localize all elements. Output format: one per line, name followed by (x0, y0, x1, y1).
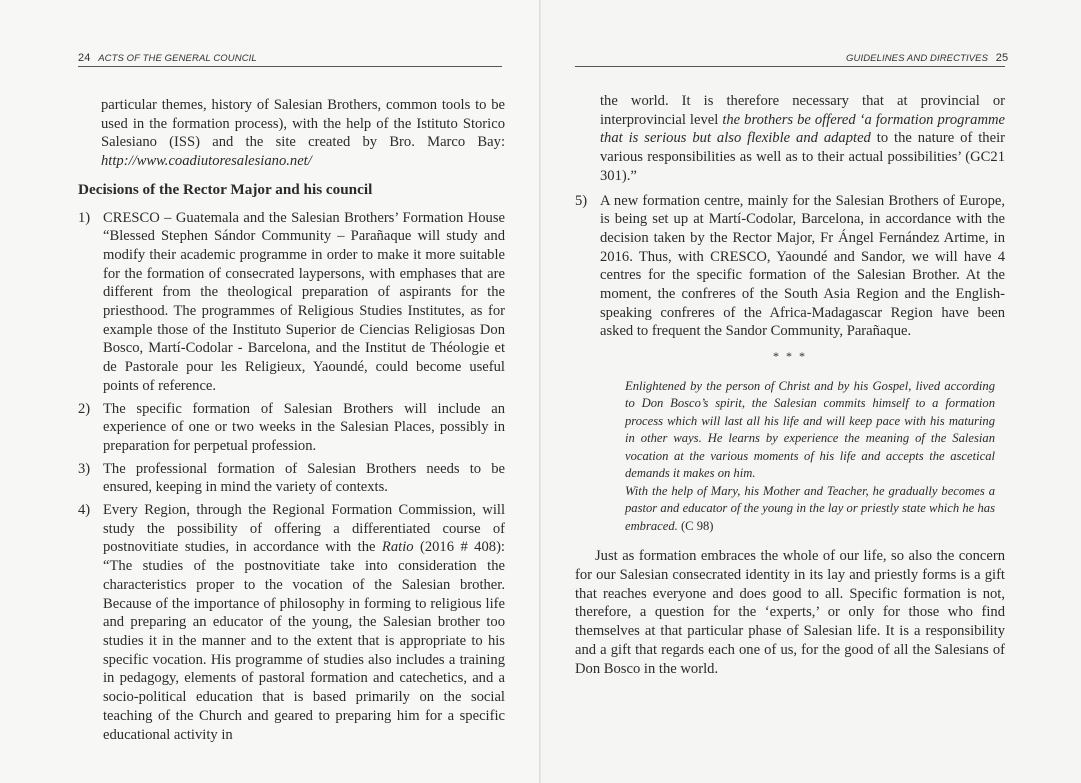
list-item: 4) Every Region, through the Regional Formation Commission, will study the possibility of offering a differentiated course of postnovitiate studies, in accordance with the Ratio (2016 # 408): “The studies of the postnovitiate take into consideration the characteristics proper to the vocation of the Salesian brother. Because of the importance of philosophy in forming to religious life and preparing an educator of the young, the Salesian brother too studies it in the manner and to the extent that is appropriate to his specific vocation. His programme of studies also includes a training in pedagogy, elements of pastoral formation and catechetics, and a socio-political education that is based primarily on the social teaching of the Church and geared to preparing him for a specific educational activity in (78, 502, 505, 743)
site-link[interactable]: http://www.coadiutoresalesiano.net/ (101, 153, 312, 170)
closing-paragraph: Just as formation embraces the whole of our life, so also the concern for our Salesian consecrated identity in its lay and priestly forms is a gift that reaches everyone and does good to all. Specific formation is not, therefore, a question for the ‘experts,’ or only for those who find themselves at that particular phase of Salesian life. It is a responsibility and a gift that regards each one of us, for the good of all the Salesians of Don Bosco in the world. (575, 548, 1005, 677)
left-page-number: 24 (78, 52, 91, 64)
right-page (541, 0, 1081, 783)
left-running-title: ACTS OF THE GENERAL COUNCIL (98, 53, 257, 64)
section-separator: * * * (773, 349, 807, 364)
list-item: 2) The specific formation of Salesian Brothers will include an experience of one or two weeks in the Salesian Places, possibly in preparation for perpetual profession. (78, 400, 505, 454)
section-heading: Decisions of the Rector Major and his council (78, 180, 373, 198)
decisions-list (78, 209, 505, 745)
left-header-rule (78, 66, 502, 67)
list-item: 5) A new formation centre, mainly for the Salesian Brothers of Europe, is being set up at Martí-Codolar, Barcelona, in accordance with the decision taken by the Rector Major, Fr Ángel Fernández Artime, in 2016. Thus, with CRESCO, Yaoundé and Sandor, we will have 4 centres for the specific formation of the Salesian Brother. At the moment, the confreres of the South Asia Region and the English-speaking confreres of the Africa-Madagascar Region have been asked to frequent the Sandor Community, Parañaque. (575, 192, 1005, 340)
right-header-rule (575, 66, 1005, 67)
right-running-header (846, 52, 1008, 64)
constitution-quote: Enlightened by the person of Christ and by his Gospel, lived according to Don Bosco’s spirit, the Salesian commits himself to a formation process which will last all his life and will keep pace with his maturing in other ways. He learns by experience the meaning of the Salesian vocation at the various moments of his life and accepts the ascetical demands it makes on him. With the help of Mary, his Mother and Teacher, he gradually becomes a pastor and educator of the young in the lay or priestly state which he has embraced. (C 98) (625, 378, 995, 533)
left-page (0, 0, 540, 783)
list-item: 3) The professional formation of Salesian Brothers needs to be ensured, keeping in mind the variety of contexts. (78, 460, 505, 496)
right-page-number: 25 (995, 52, 1009, 64)
quote-reference: (C 98) (680, 518, 714, 533)
right-running-title: GUIDELINES AND DIRECTIVES (846, 53, 989, 64)
left-body (78, 96, 505, 748)
list-item: 1) CRESCO – Guatemala and the Salesian Brothers’ Formation House “Blessed Stephen Sándor Community – Parañaque will study and modify their academic programme in order to make it more suitable for the formation of consecrated laypersons, with emphases that are different from the theological preparation of aspirants for the priesthood. The programmes of Religious Studies Institutes, as for example those of the Instituto Superior de Ciencias Religiosas Don Bosco, Martí-Codolar - Barcelona, and the Institut de Théologie et de Pastorale pour les Religieux, Yaoundé, could become useful points of reference. (78, 209, 505, 394)
decisions-list-continued (575, 192, 1005, 342)
continuation-paragraph: the world. It is therefore necessary that at provincial or interprovincial level the brothers be offered ‘a formation programme that is serious but also flexible and adapted to the nature of their various responsibilities as well as to their actual possibilities’ (GC21 301).” (600, 93, 1005, 184)
intro-paragraph: particular themes, history of Salesian Brothers, common tools to be used in the formation process), with the help of the Istituto Storico Salesiano (ISS) and the site created by Bro. Marco Bay: http://www.coadiutoresalesiano.net/ (101, 97, 505, 170)
left-running-header (78, 52, 257, 64)
right-body (575, 92, 1005, 678)
